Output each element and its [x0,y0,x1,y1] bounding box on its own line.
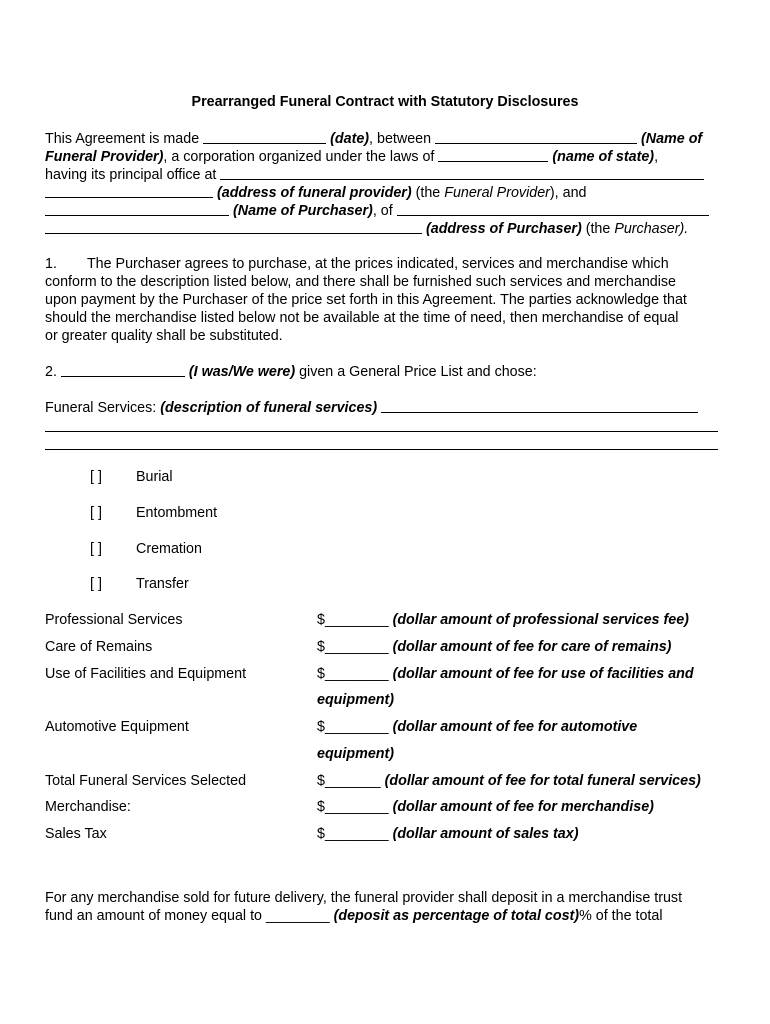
fee-hint: (dollar amount of fee for care of remains) [392,639,672,655]
fee-hint: (dollar amount of sales tax) [392,826,579,842]
para2-text: given a General Price List and chose: [295,364,537,380]
intro-text: (the [411,185,445,201]
footer-line-1: For any merchandise sold for future delivery, the funeral provider shall deposit in a merchandise trust [45,890,683,906]
fee-facilities [317,666,694,682]
date-hint: (date) [330,131,370,147]
fee-sales-tax [317,826,578,842]
fee-label-facilities: Use of Facilities and Equipment [45,666,247,682]
office-address-field-cont[interactable] [45,183,213,198]
amount-field[interactable]: ________ [324,719,389,735]
funeral-services-field-line-2[interactable] [45,431,718,432]
amount-field[interactable]: _______ [324,773,381,789]
purchaser-address-hint: (address of Purchaser) [425,221,582,237]
para1-text: The Purchaser agrees to purchase, at the prices indicated, services and merchandise which [86,256,669,272]
option-entombment[interactable] [90,505,218,521]
i-we-hint: (I was/We were) [188,364,296,380]
dollar-sign: $ [317,826,325,842]
checkbox[interactable]: [ ] [90,469,102,485]
provider-address-hint: (address of funeral provider) [216,185,412,201]
document-title: Prearranged Funeral Contract with Statutory Disclosures [191,94,579,110]
provider-name-field[interactable] [435,129,637,144]
intro-text: (the [581,221,615,237]
dollar-sign: $ [317,666,325,682]
amount-field[interactable]: ________ [324,639,389,655]
footer-text: fund an amount of money equal to [45,908,266,924]
funeral-services-label: Funeral Services: [45,400,161,416]
funeral-services-field[interactable] [381,398,698,413]
fee-hint-cont: equipment) [317,746,395,762]
amount-field[interactable]: ________ [324,799,389,815]
option-label: Entombment [136,505,218,521]
deposit-percentage-hint: (deposit as percentage of total cost) [333,908,580,924]
deposit-percentage-field[interactable]: ________ [265,908,330,924]
fee-hint: (dollar amount of fee for merchandise) [392,799,654,815]
fee-hint: (dollar amount of fee for automotive [392,719,638,735]
option-transfer[interactable] [90,576,189,592]
fee-total [317,773,701,789]
fee-hint: (dollar amount of professional services fee) [392,612,689,628]
footer-text: % of the total [579,908,663,924]
funeral-services-field-line-3[interactable] [45,449,718,450]
dollar-sign: $ [317,612,325,628]
fee-label-sales-tax: Sales Tax [45,826,107,842]
para2-line [45,362,537,381]
funeral-services-line [45,398,698,417]
fee-hint-cont: equipment) [317,692,395,708]
fee-label-professional: Professional Services [45,612,183,628]
checkbox[interactable]: [ ] [90,505,102,521]
fee-hint: (dollar amount of fee for use of facilities and [392,666,694,682]
amount-field[interactable]: ________ [324,826,389,842]
para1-line-2: conform to the description listed below, and there shall be furnished such services and merchandise [45,274,677,290]
fee-label-care: Care of Remains [45,639,153,655]
intro-line-3 [45,165,704,184]
date-field[interactable] [203,129,326,144]
fee-label-merchandise: Merchandise: [45,799,131,815]
para2-number: 2. [45,364,61,380]
para1-number: 1. [45,256,57,272]
checkbox[interactable]: [ ] [90,541,102,557]
intro-line-2 [45,147,658,166]
provider-term: Funeral Provider [444,185,550,201]
intro-text: , between [369,131,436,147]
para1-line-3: upon payment by the Purchaser of the price set forth in this Agreement. The parties acknowledge that [45,292,687,308]
intro-text: , [654,149,659,165]
provider-name-hint: (Name of [641,131,703,147]
purchaser-name-hint: (Name of Purchaser) [232,203,373,219]
purchaser-address-field[interactable] [397,201,709,216]
option-label: Transfer [136,576,189,592]
intro-line-5 [45,201,709,220]
purchaser-term: Purchaser). [614,221,689,237]
office-address-field[interactable] [220,165,704,180]
provider-name-hint: Funeral Provider) [45,149,164,165]
intro-text: ), and [549,185,587,201]
intro-text: This Agreement is made [45,131,204,147]
para1-line-1 [45,255,669,273]
intro-line-4 [45,183,586,202]
option-burial[interactable] [90,469,173,485]
fee-label-automotive: Automotive Equipment [45,719,189,735]
para1-line-5: or greater quality shall be substituted. [45,328,283,344]
intro-line-6 [45,219,688,238]
option-cremation[interactable] [90,541,202,557]
i-we-field[interactable] [61,362,185,377]
intro-text: , of [372,203,397,219]
dollar-sign: $ [317,719,325,735]
fee-label-total: Total Funeral Services Selected [45,773,247,789]
purchaser-name-field[interactable] [45,201,229,216]
footer-line-2 [45,907,663,925]
dollar-sign: $ [317,639,325,655]
fee-automotive [317,719,637,735]
intro-text: , a corporation organized under the laws of [163,149,439,165]
dollar-sign: $ [317,799,325,815]
purchaser-address-field-cont[interactable] [45,219,422,234]
amount-field[interactable]: ________ [324,666,389,682]
fee-merchandise [317,799,654,815]
fee-hint: (dollar amount of fee for total funeral services) [384,773,701,789]
state-hint: (name of state) [552,149,655,165]
option-label: Burial [136,469,173,485]
intro-line-1 [45,129,702,148]
fee-care [317,639,671,655]
state-field[interactable] [438,147,548,162]
amount-field[interactable]: ________ [324,612,389,628]
fee-professional [317,612,689,628]
checkbox[interactable]: [ ] [90,576,102,592]
funeral-services-hint: (description of funeral services) [160,400,378,416]
para1-line-4: should the merchandise listed below not be available at the time of need, then merchandise of equal [45,310,679,326]
option-label: Cremation [136,541,202,557]
intro-text: having its principal office at [45,167,221,183]
dollar-sign: $ [317,773,325,789]
